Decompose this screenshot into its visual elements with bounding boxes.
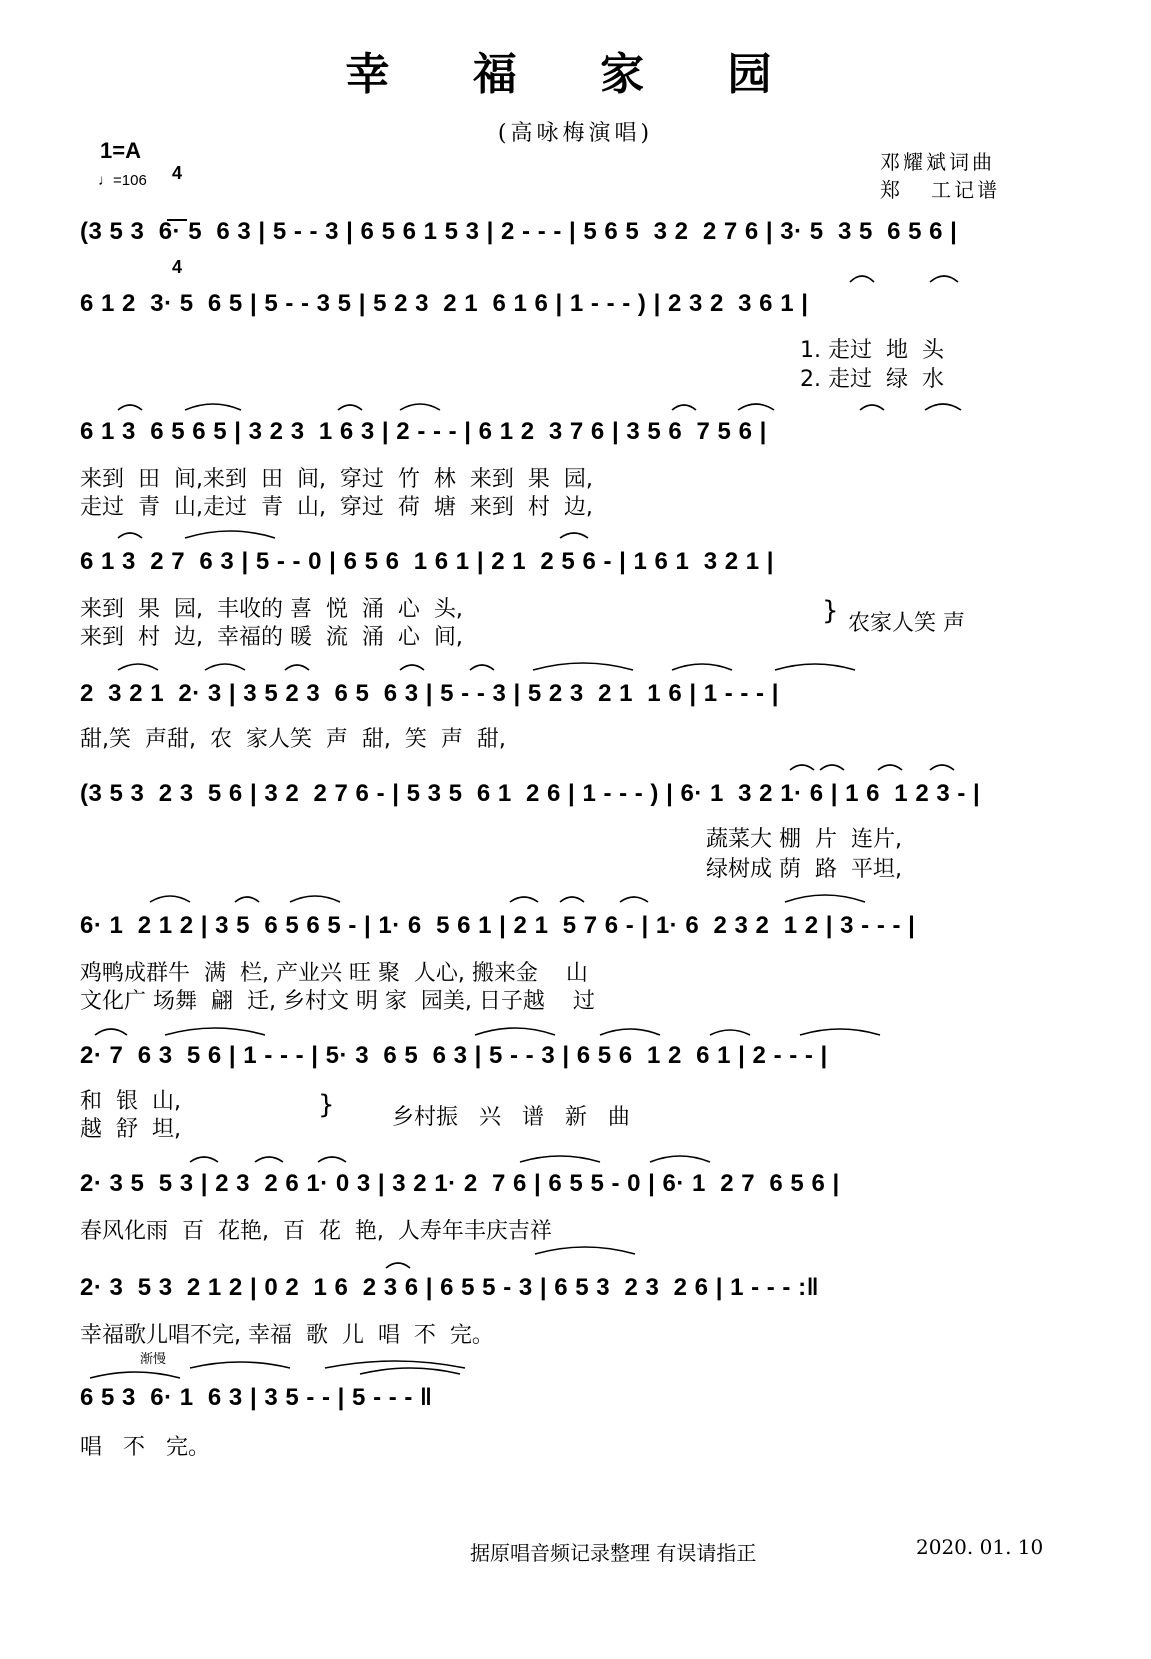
slur-mark: [290, 896, 340, 902]
staff-8-notes: 2· 7 6 3 5 6 | 1 - - - | 5· 3 6 5 6 3 | 5 - - 3 | 6 5 6 1 2 6 1 | 2 - - - |: [80, 1042, 828, 1069]
slur-mark: [185, 404, 241, 410]
slur-mark: [95, 1029, 127, 1035]
slur-mark: [470, 665, 494, 670]
slur-mark: [785, 895, 865, 902]
slur-mark: [533, 663, 633, 670]
staff-7-notes: 6· 1 2 1 2 | 3 5 6 5 6 5 - | 1· 6 5 6 1 | 2 1 5 7 6 - | 1· 6 2 3 2 1 2 | 3 - - - |: [80, 912, 916, 939]
slur-mark: [620, 897, 648, 902]
slur-mark: [650, 1156, 710, 1162]
slur-mark: [190, 1157, 218, 1162]
staff-4-notes: 6 1 3 2 7 6 3 | 5 - - 0 | 6 5 6 1 6 1 | 2 1 2 5 6 - | 1 6 1 3 2 1 |: [80, 548, 774, 575]
slur-mark: [118, 405, 142, 410]
time-signature-bottom: 4: [171, 257, 182, 277]
slur-mark: [318, 1157, 346, 1162]
slur-mark: [165, 1028, 265, 1035]
slur-mark: [400, 404, 440, 410]
staff-5-lyrics: 甜,笑 声甜, 农 家人笑 声 甜, 笑 声 甜,: [80, 727, 506, 752]
slur-mark: [520, 1156, 600, 1162]
slur-mark: [600, 1029, 660, 1035]
lyricist-credit: 邓耀斌词曲: [880, 150, 995, 174]
staff-4-side-lyric: 农家人笑 声: [848, 611, 965, 636]
slur-mark: [710, 1030, 750, 1035]
staff-4-lyrics-verse-1: 来到 果 园, 丰收的 喜 悦 涌 心 头,: [80, 597, 463, 622]
staff-3-lyrics-verse-2: 走过 青 山,走过 青 山, 穿过 荷 塘 来到 村 边,: [80, 495, 593, 520]
transcription-date: 2020. 01. 10: [916, 1535, 1044, 1559]
staff-7-lyrics-verse-2: 文化广 场舞 翩 迁, 乡村文 明 家 园美, 日子越 过: [80, 989, 595, 1014]
staff-1-notes: (3 5 3 6· 5 6 3 | 5 - - 3 | 6 5 6 1 5 3 | 2 - - - | 5 6 5 3 2 2 7 6 | 3· 5 3 5 6 5 6 |: [80, 218, 958, 245]
staff-4-brace-icon: }: [822, 596, 839, 626]
song-title: 幸 福 家 园: [345, 49, 806, 100]
transcriber-credit: 郑 工记谱: [880, 178, 1001, 202]
slur-mark: [925, 404, 961, 410]
slur-mark: [560, 533, 588, 538]
staff-3-lyrics-verse-1: 来到 田 间,来到 田 间, 穿过 竹 林 来到 果 园,: [80, 467, 593, 492]
slur-mark: [860, 405, 884, 410]
slur-mark: [775, 664, 855, 670]
slur-mark: [255, 1157, 283, 1162]
slur-mark: [475, 1028, 555, 1035]
slur-mark: [360, 1368, 460, 1374]
slur-mark: [150, 896, 190, 902]
slur-mark: [930, 765, 954, 770]
time-signature-top: 4: [171, 163, 182, 183]
staff-10-notes: 2· 3 5 3 2 1 2 | 0 2 1 6 2 3 6 | 6 5 5 - 3 | 6 5 3 2 3 2 6 | 1 - - - :‖: [80, 1274, 820, 1301]
staff-8-lyrics-verse-2: 越 舒 坦,: [80, 1117, 181, 1142]
ritardando-marking: 渐慢: [140, 1352, 167, 1367]
staff-2-lyrics-verse-2: 2. 走过 绿 水: [800, 367, 944, 392]
staff-11-lyrics: 唱 不 完。: [80, 1435, 210, 1460]
key-signature: 1=A: [100, 138, 141, 163]
slur-mark: [118, 664, 158, 670]
staff-10-lyrics: 幸福歌儿唱不完, 幸福 歌 儿 唱 不 完。: [80, 1323, 494, 1348]
staff-8-lyrics-verse-1: 和 银 山,: [80, 1089, 181, 1114]
slur-mark: [325, 1361, 465, 1368]
staff-2-notes: 6 1 2 3· 5 6 5 | 5 - - 3 5 | 5 2 3 2 1 6 1 6 | 1 - - - ) | 2 3 2 3 6 1 |: [80, 290, 809, 317]
performer-subtitle: (高咏梅演唱): [497, 121, 654, 146]
slur-mark: [235, 897, 259, 902]
slur-mark: [560, 897, 584, 902]
slur-mark: [535, 1247, 635, 1254]
slur-mark: [800, 1029, 880, 1035]
slur-mark: [118, 533, 142, 538]
slur-mark: [190, 1362, 290, 1368]
slur-mark: [90, 1372, 180, 1378]
slur-mark: [790, 765, 814, 770]
staff-8-brace-icon: }: [318, 1090, 335, 1120]
slur-mark: [738, 404, 774, 410]
tempo-marking: ♩=106: [98, 172, 147, 189]
slur-mark: [510, 897, 538, 902]
staff-9-notes: 2· 3 5 5 3 | 2 3 2 6 1· 0 3 | 3 2 1· 2 7 6 | 6 5 5 - 0 | 6· 1 2 7 6 5 6 |: [80, 1170, 840, 1197]
staff-6-lyrics-verse-2: 绿树成 荫 路 平坦,: [706, 857, 902, 882]
staff-11-notes: 6 5 3 6· 1 6 3 | 3 5 - - | 5 - - - ‖: [80, 1384, 433, 1411]
slur-mark: [386, 1263, 410, 1268]
slur-mark: [185, 531, 275, 538]
staff-6-notes: (3 5 3 2 3 5 6 | 3 2 2 7 6 - | 5 3 5 6 1 2 6 | 1 - - - ) | 6· 1 3 2 1· 6 | 1 6 1 2 3 - |: [80, 780, 981, 807]
slur-mark: [285, 665, 309, 670]
slur-mark: [850, 276, 874, 282]
staff-8-side-lyric: 乡村振 兴 谱 新 曲: [392, 1105, 630, 1130]
slur-mark: [878, 765, 902, 770]
staff-9-lyrics: 春风化雨 百 花艳, 百 花 艳, 人寿年丰庆吉祥: [80, 1219, 552, 1244]
staff-2-lyrics-verse-1: 1. 走过 地 头: [800, 338, 944, 363]
staff-6-lyrics-verse-1: 蔬菜大 棚 片 连片,: [706, 827, 902, 852]
staff-4-lyrics-verse-2: 来到 村 边, 幸福的 暖 流 涌 心 间,: [80, 625, 463, 650]
slur-mark: [205, 664, 245, 670]
slur-mark: [400, 665, 424, 670]
staff-7-lyrics-verse-1: 鸡鸭成群牛 满 栏, 产业兴 旺 聚 人心, 搬来金 山: [80, 961, 588, 986]
slur-mark: [672, 664, 732, 670]
staff-3-notes: 6 1 3 6 5 6 5 | 3 2 3 1 6 3 | 2 - - - | 6 1 2 3 7 6 | 3 5 6 7 5 6 |: [80, 418, 767, 445]
transcription-note: 据原唱音频记录整理 有误请指正: [470, 1541, 757, 1565]
slur-mark: [930, 276, 958, 282]
slur-mark: [820, 765, 844, 770]
slur-mark: [672, 405, 696, 410]
slur-mark: [338, 405, 362, 410]
staff-5-notes: 2 3 2 1 2· 3 | 3 5 2 3 6 5 6 3 | 5 - - 3 | 5 2 3 2 1 1 6 | 1 - - - |: [80, 680, 779, 707]
